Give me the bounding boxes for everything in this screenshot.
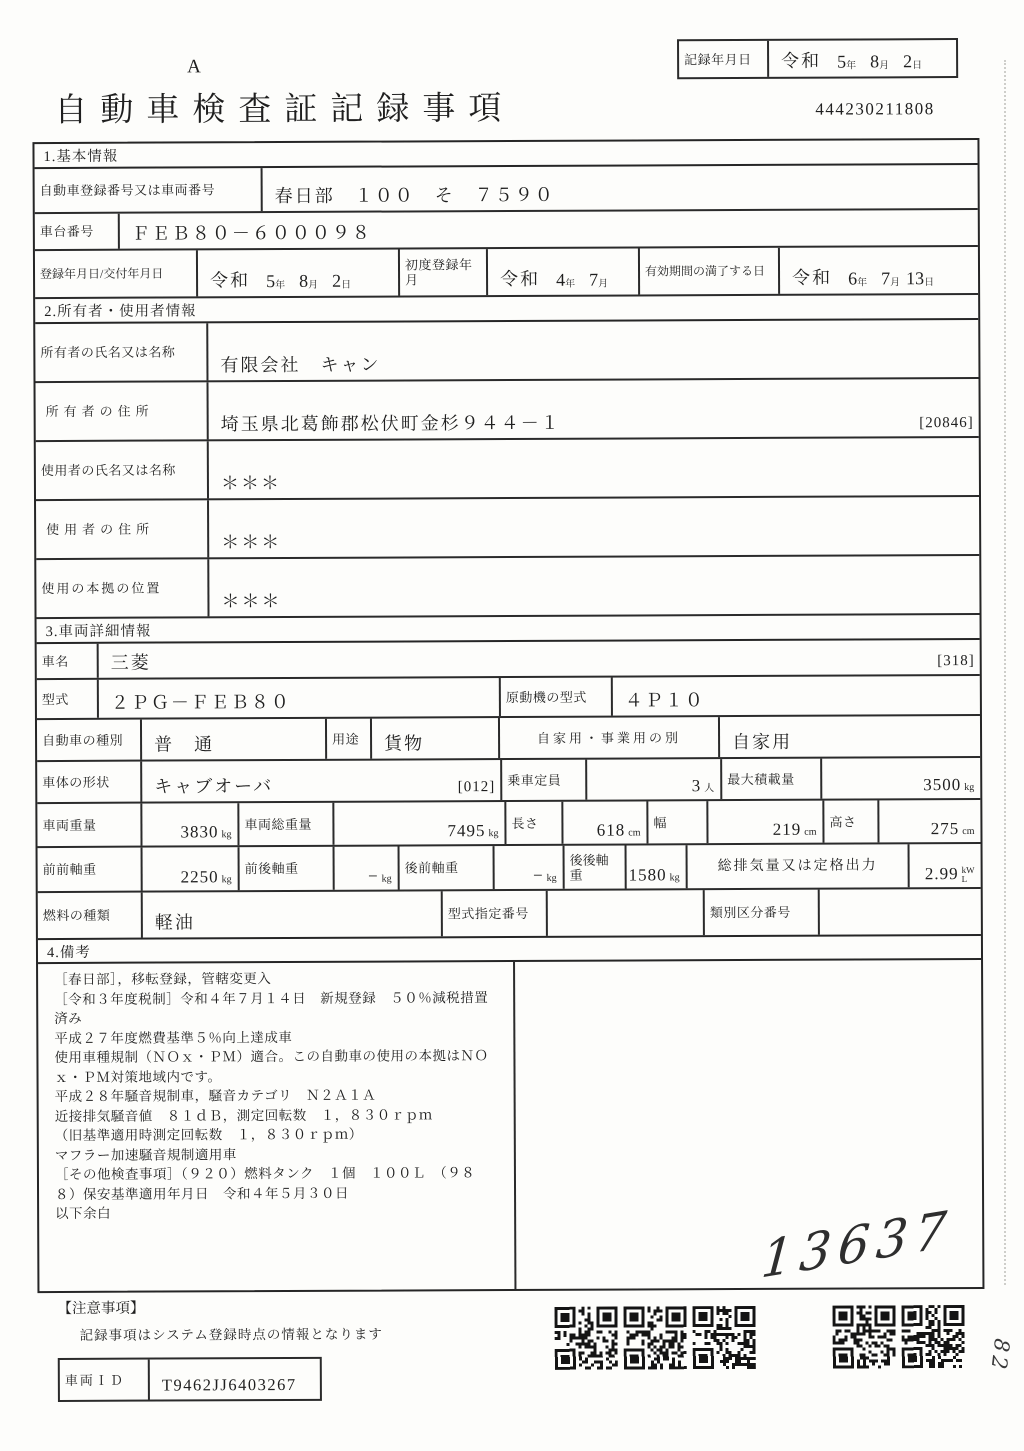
- remarks-line: ［春日部］，移転登録，管轄変更入: [54, 971, 272, 988]
- height-value: 275 cm: [930, 819, 975, 839]
- class-number-label: 類別区分番号: [705, 890, 820, 936]
- remarks-text: [38, 962, 516, 1291]
- section-heading-basic-info: 1.基本情報: [34, 140, 977, 169]
- length-label: 長さ: [506, 802, 563, 844]
- qr-code: [693, 1306, 756, 1369]
- user-address-row: [36, 497, 979, 560]
- displacement-label: 総排気量又は定格出力: [688, 844, 910, 888]
- axle-ff-value: 2250 kg: [143, 847, 240, 890]
- user-name-value: ＊＊＊: [220, 473, 281, 494]
- notice-text: 記録事項はシステム登録時点の情報となります: [79, 1326, 383, 1343]
- remarks-line: ８）保安基準適用年月日 令和４年５月３０日: [55, 1185, 350, 1202]
- owner-name-value: 有限会社 キャン: [220, 354, 381, 376]
- user-name-label: 使用者の氏名又は名称: [36, 441, 209, 499]
- owner-address-code: [20846]: [919, 414, 974, 432]
- registration-date-label: 登録年月日/交付年月日: [35, 250, 198, 297]
- body-shape-code: [012]: [457, 779, 496, 796]
- user-address-label: 使用者の住所: [36, 500, 209, 558]
- width-label: 幅: [648, 801, 708, 843]
- remarks-line: 近接排気騒音値 ８１ｄＢ，測定回転数 １，８３０ｒｐｍ: [54, 1106, 433, 1124]
- user-address-value: ＊＊＊: [221, 532, 282, 553]
- handwritten-number: 13637: [758, 1199, 956, 1290]
- document-number: 444230211808: [815, 99, 935, 119]
- expiry-date-label: 有効期間の満了する日: [640, 248, 780, 295]
- owner-address-value: 埼玉県北葛飾郡松伏町金杉９４４－１ [20846]: [220, 412, 974, 435]
- qr-code: [624, 1306, 687, 1369]
- registration-number-label: 自動車登録番号又は車両番号: [35, 168, 263, 212]
- type-designation-label: 型式指定番号: [443, 891, 548, 936]
- model-row: [37, 676, 980, 720]
- owner-address-label: 所有者の住所: [36, 382, 209, 440]
- registration-number-row: [35, 165, 978, 214]
- axle-ff-label: 前前軸重: [38, 848, 143, 891]
- axle-rf-value: − kg: [495, 846, 565, 889]
- use-label: 用途: [327, 719, 372, 759]
- car-name-code: [318]: [937, 652, 975, 670]
- expiry-date-value: 令和 6 年 7 月 13 日: [792, 267, 935, 289]
- dates-row: [35, 247, 978, 299]
- axle-fr-label: 前後軸重: [240, 847, 335, 890]
- base-location-label: 使用の本拠の位置: [36, 559, 209, 617]
- gross-weight-value: 7495 kg: [334, 802, 506, 845]
- body-shape-value: キャブオーバ [012]: [142, 760, 502, 802]
- record-table: [32, 138, 984, 1293]
- registration-date-value: 令和 5 年 8 月 2 日: [198, 249, 400, 296]
- private-business-value: 自家用: [732, 731, 793, 753]
- base-location-row: [36, 556, 979, 619]
- remarks-line: ｘ・ＰＭ対策地域内です。: [54, 1068, 222, 1085]
- remarks-line: ［令和３年度税制］令和４年７月１４日 新規登録 ５０％減税措置: [54, 989, 489, 1007]
- remarks-line: 以下余白: [55, 1205, 112, 1221]
- section-heading-vehicle-details: 3.車両詳細情報: [37, 615, 980, 644]
- fuel-type-value: 軽油: [143, 891, 443, 937]
- model-label: 型式: [37, 680, 99, 718]
- max-load-label: 最大積載量: [722, 759, 822, 799]
- page-title: 自動車検査証記録事項: [54, 90, 515, 129]
- body-shape-row: [37, 758, 980, 804]
- section-heading-owner-info: 2.所有者・使用者情報: [35, 295, 978, 324]
- qr-code: [902, 1305, 965, 1368]
- axle-weights-row: [38, 844, 981, 893]
- user-name-row: [36, 438, 979, 501]
- category-row: [37, 716, 980, 762]
- width-value: 219 cm: [708, 801, 824, 844]
- first-registration-value: 令和 4 年 7 月: [488, 248, 640, 295]
- remarks-line: 使用車種規制（ＮＯｘ・ＰＭ）適合。この自動車の使用の本拠はＮＯ: [54, 1048, 489, 1065]
- fuel-row: [38, 889, 981, 938]
- notice-heading: 【注意事項】: [57, 1300, 145, 1317]
- remarks-line: 平成２７年度燃費基準５％向上達成車: [54, 1029, 293, 1046]
- vehicle-weight-label: 車両重量: [37, 804, 142, 846]
- first-registration-label: 初度登録年月: [400, 249, 488, 295]
- remarks-line: ［その他検査事項］（９２０）燃料タンク １個 １００Ｌ （９８: [54, 1165, 476, 1182]
- qr-code: [555, 1307, 618, 1370]
- displacement-value: 2.99 kW L: [924, 864, 975, 885]
- qr-code: [833, 1305, 896, 1368]
- height-label: 高さ: [824, 800, 879, 842]
- vehicle-id-label: 車両ＩＤ: [60, 1360, 150, 1400]
- type-designation-value: [548, 890, 705, 936]
- chassis-number-label: 車台番号: [35, 214, 120, 249]
- page-corner-label: A: [187, 56, 201, 78]
- car-name-label: 車名: [37, 644, 99, 678]
- length-value: 618 cm: [563, 801, 648, 843]
- remarks-line: （旧基準適用時測定回転数 １，８３０ｒｐｍ）: [54, 1126, 363, 1143]
- axle-rf-label: 後前軸重: [400, 846, 495, 889]
- fuel-type-label: 燃料の種類: [38, 893, 143, 938]
- capacity-label: 乗車定員: [502, 760, 587, 800]
- handwritten-mark: 82: [986, 1337, 1015, 1375]
- car-name-row: [37, 640, 980, 680]
- capacity-value: 3 人: [587, 759, 722, 800]
- record-date-label: 記録年月日: [679, 41, 769, 77]
- owner-address-row: [36, 379, 979, 442]
- qr-code-group-1: [555, 1306, 756, 1370]
- remarks-line: 済み: [54, 1010, 83, 1026]
- class-number-value: [820, 889, 981, 935]
- max-load-value: 3500 kg: [923, 775, 975, 795]
- record-date-value: 令和 5 年 8 月 2 日: [769, 40, 956, 77]
- record-date-box: [677, 38, 958, 79]
- section-heading-remarks: 4.備考: [38, 934, 981, 964]
- record-date-era: 令和: [781, 50, 822, 71]
- registration-number-value: 春日部 １００ そ ７５９０: [274, 184, 555, 207]
- displacement-unit: kW L: [961, 864, 975, 885]
- gross-weight-label: 車両総重量: [239, 803, 334, 845]
- axle-fr-value: − kg: [335, 846, 400, 889]
- category-label: 自動車の種別: [37, 720, 142, 760]
- remarks-line: マフラー加速騒音規制適用車: [54, 1146, 237, 1163]
- body-shape-label: 車体の形状: [37, 762, 142, 802]
- remarks-line: 平成２８年騒音規制車，騒音カテゴリ Ｎ２Ａ１Ａ: [54, 1087, 377, 1104]
- axle-rr-value: 1580 kg: [627, 845, 688, 888]
- vehicle-id-box: [58, 1357, 322, 1402]
- axle-rr-label: 後後軸重: [565, 846, 627, 889]
- chassis-number-value: ＦＥＢ８０－６０００９８: [131, 222, 372, 244]
- model-value: ２ＰＧ－ＦＥＢ８０: [99, 678, 501, 718]
- car-name-value: 三菱 [318]: [110, 652, 975, 673]
- engine-model-value: ４Ｐ１０: [624, 690, 705, 711]
- vehicle-id-value: T9462JJ6403267: [161, 1374, 297, 1395]
- remarks-right-pane: [515, 960, 982, 1289]
- base-location-value: ＊＊＊: [221, 591, 282, 612]
- weights-row: [37, 800, 980, 848]
- private-business-label: 自家用・事業用の別: [500, 717, 720, 758]
- owner-name-row: [35, 320, 978, 383]
- chassis-number-row: [35, 210, 978, 251]
- engine-model-label: 原動機の型式: [501, 678, 613, 716]
- owner-name-label: 所有者の氏名又は名称: [35, 323, 208, 381]
- category-value: 普 通: [142, 719, 327, 760]
- remarks-area: [38, 960, 982, 1291]
- vehicle-weight-value: 3830 kg: [142, 803, 239, 845]
- use-value: 貨物: [372, 718, 500, 759]
- qr-code-group-2: [833, 1305, 965, 1369]
